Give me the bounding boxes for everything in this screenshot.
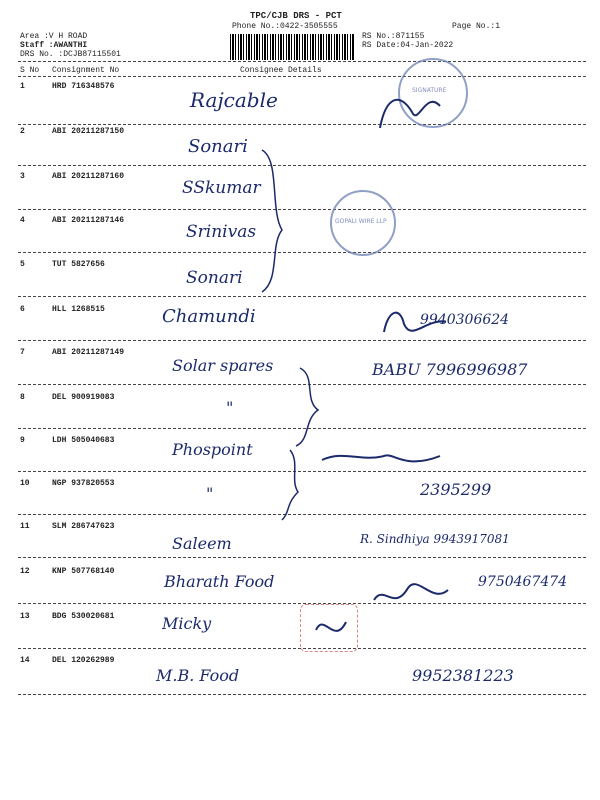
row-consignment: ABI 20211287146 [52, 216, 125, 225]
row-consignment: KNP 507768140 [52, 567, 115, 576]
row-sno: 1 [20, 82, 25, 91]
row-phone: BABU 7996996987 [372, 360, 528, 379]
col-sno-header: S No [20, 66, 40, 75]
row-consignee: " [226, 398, 234, 417]
area-label: Area :V H ROAD [20, 32, 88, 41]
row-consignee: Sonari [188, 136, 248, 157]
drs-number: DRS No. :DCJB87115501 [20, 50, 121, 59]
row-consignee: Saleem [172, 534, 232, 553]
row-consignment: NGP 937820553 [52, 479, 115, 488]
row-consignee: Srinivas [186, 222, 257, 242]
signature-row6 [384, 313, 446, 332]
row-sno: 11 [20, 522, 30, 531]
row-sno: 10 [20, 479, 30, 488]
row-sno: 3 [20, 172, 25, 181]
row-consignee: SSkumar [182, 178, 261, 198]
row-consignment: SLM 286747623 [52, 522, 115, 531]
sheet-title: TPC/CJB DRS - PCT [250, 11, 342, 21]
row-consignee: Bharath Food [164, 572, 275, 591]
row-sno: 6 [20, 305, 25, 314]
bracket-rows7-8 [296, 368, 318, 446]
row-consignment: ABI 20211287160 [52, 172, 125, 181]
row-consignee: Chamundi [162, 306, 256, 327]
row-consignment: DEL 900919083 [52, 393, 115, 402]
bracket-rows9-10 [282, 450, 298, 520]
row-consignee: Micky [162, 614, 212, 633]
staff-label: Staff :AWANTHI [20, 41, 88, 50]
row-sno: 12 [20, 567, 30, 576]
row-consignment: ABI 20211287150 [52, 127, 125, 136]
col-consignment-header: Consignment No [52, 66, 120, 75]
rs-date: RS Date:04-Jan-2022 [362, 41, 454, 50]
row-consignee: Sonari [186, 268, 243, 288]
col-details-header: Consignee Details [240, 66, 322, 75]
seal-text: GOPALI WIRE LLP [335, 218, 387, 225]
row-sno: 9 [20, 436, 25, 445]
row-consignee: Rajcable [190, 88, 278, 112]
seal-text: SIGNATURE [412, 87, 447, 94]
row-sno: 4 [20, 216, 25, 225]
row-sno: 8 [20, 393, 25, 402]
signature-row13 [316, 622, 346, 631]
row-consignment: TUT 5827656 [52, 260, 105, 269]
row-consignee: M.B. Food [156, 666, 240, 685]
signature-row10 [322, 455, 440, 461]
row-phone: 9940306624 [420, 312, 510, 328]
row-phone: 2395299 [420, 480, 492, 499]
bracket-rows2-5 [262, 150, 282, 292]
row-consignee: Solar spares [172, 356, 274, 375]
row-phone: 9952381223 [412, 666, 514, 685]
row-consignment: ABI 20211287149 [52, 348, 125, 357]
row-consignment: BDG 530020681 [52, 612, 115, 621]
row-phone: R. Sindhiya 9943917081 [360, 532, 510, 546]
row-sno: 7 [20, 348, 25, 357]
row-consignment: LDH 505040683 [52, 436, 115, 445]
row-phone: 9750467474 [478, 574, 568, 590]
page-number: Page No.:1 [452, 22, 501, 31]
signature-row12 [374, 584, 448, 600]
row-consignment: DEL 120262989 [52, 656, 115, 665]
row-sno: 14 [20, 656, 30, 665]
row-consignment: HLL 1268515 [52, 305, 105, 314]
row-consignee: " [206, 484, 214, 503]
row-consignment: HRD 716348576 [52, 82, 115, 91]
phone-number: Phone No.:0422-3505555 [232, 22, 338, 31]
row-sno: 2 [20, 127, 25, 136]
signature-row1 [380, 100, 440, 128]
row-sno: 13 [20, 612, 30, 621]
rs-number: RS No.:871155 [362, 32, 425, 41]
row-sno: 5 [20, 260, 25, 269]
row-consignee: Phospoint [172, 440, 253, 459]
